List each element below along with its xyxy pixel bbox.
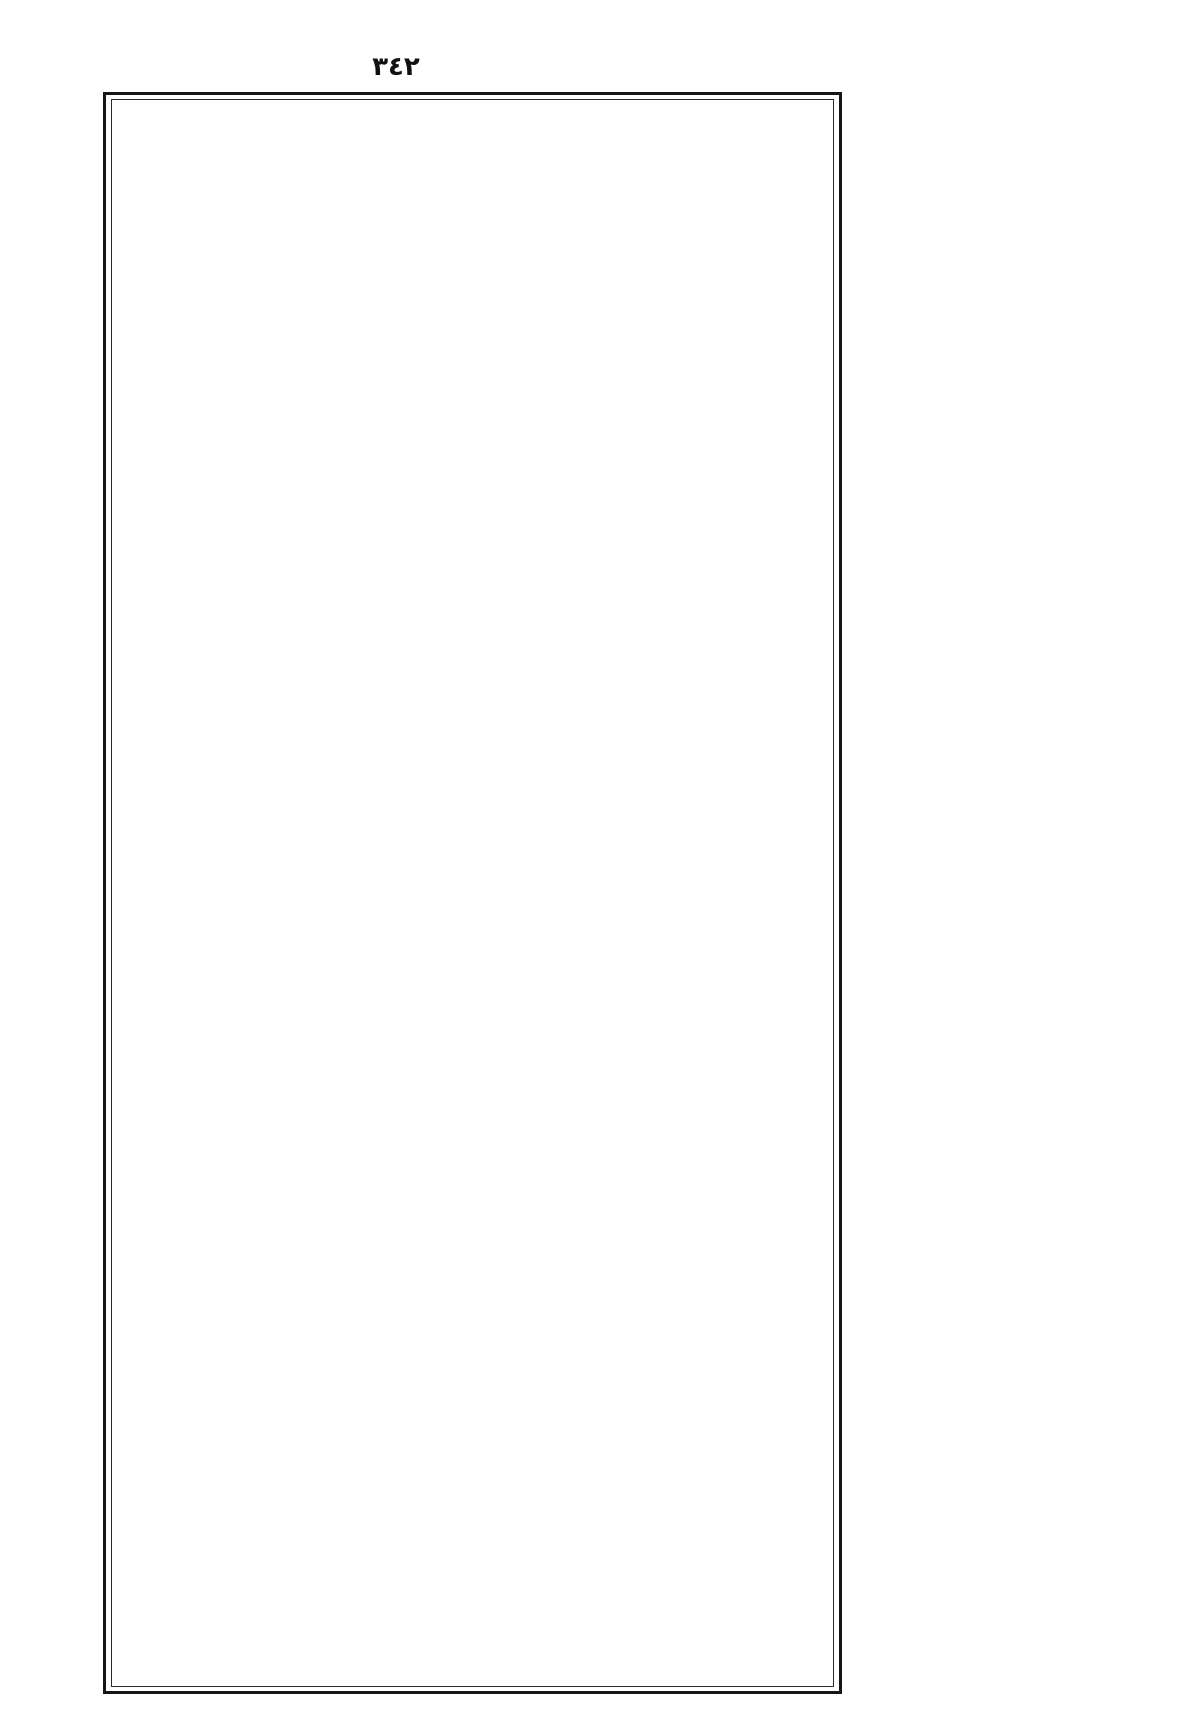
main-text-line <box>120 524 825 559</box>
main-text-line <box>120 1644 825 1679</box>
main-text-line <box>120 559 825 594</box>
main-text-line <box>120 734 825 769</box>
main-text-line <box>120 979 825 1014</box>
main-text-line <box>120 629 825 664</box>
main-text-line <box>120 489 825 524</box>
main-text-line <box>120 1259 825 1294</box>
main-text-line <box>120 1504 825 1539</box>
main-text-line <box>120 699 825 734</box>
main-text-block <box>120 104 825 1682</box>
main-text-line <box>120 139 825 174</box>
main-text-line <box>120 1049 825 1084</box>
main-text-line <box>120 1329 825 1364</box>
main-text-line <box>120 104 825 139</box>
main-text-line <box>120 874 825 909</box>
main-text-line <box>120 349 825 384</box>
main-text-line <box>120 1189 825 1224</box>
main-text-line <box>120 1014 825 1049</box>
main-text-line <box>120 244 825 279</box>
main-text-line <box>120 1154 825 1189</box>
main-text-line <box>120 419 825 454</box>
main-text-line <box>120 314 825 349</box>
main-text-line <box>120 909 825 944</box>
main-text-line <box>120 209 825 244</box>
margin-notes <box>845 170 1200 1270</box>
main-text-line <box>120 174 825 209</box>
main-text-line <box>120 839 825 874</box>
main-text-line <box>120 664 825 699</box>
main-text-line <box>120 1399 825 1434</box>
main-text-line <box>120 384 825 419</box>
main-text-line <box>120 1294 825 1329</box>
main-text-line <box>120 804 825 839</box>
main-text-line <box>120 1609 825 1644</box>
main-text-line <box>120 1224 825 1259</box>
page-number: ٣٤٢ <box>372 52 420 82</box>
main-text-line <box>120 279 825 314</box>
main-text-line <box>120 769 825 804</box>
main-text-line <box>120 944 825 979</box>
main-text-line <box>120 1469 825 1504</box>
main-text-line <box>120 594 825 629</box>
main-text-line <box>120 1434 825 1469</box>
main-text-line <box>120 1084 825 1119</box>
main-text-line <box>120 1539 825 1574</box>
main-text-line <box>120 1119 825 1154</box>
catchword <box>180 1700 240 1720</box>
main-text-line <box>120 1574 825 1609</box>
main-text-line <box>120 1364 825 1399</box>
main-text-line <box>120 454 825 489</box>
